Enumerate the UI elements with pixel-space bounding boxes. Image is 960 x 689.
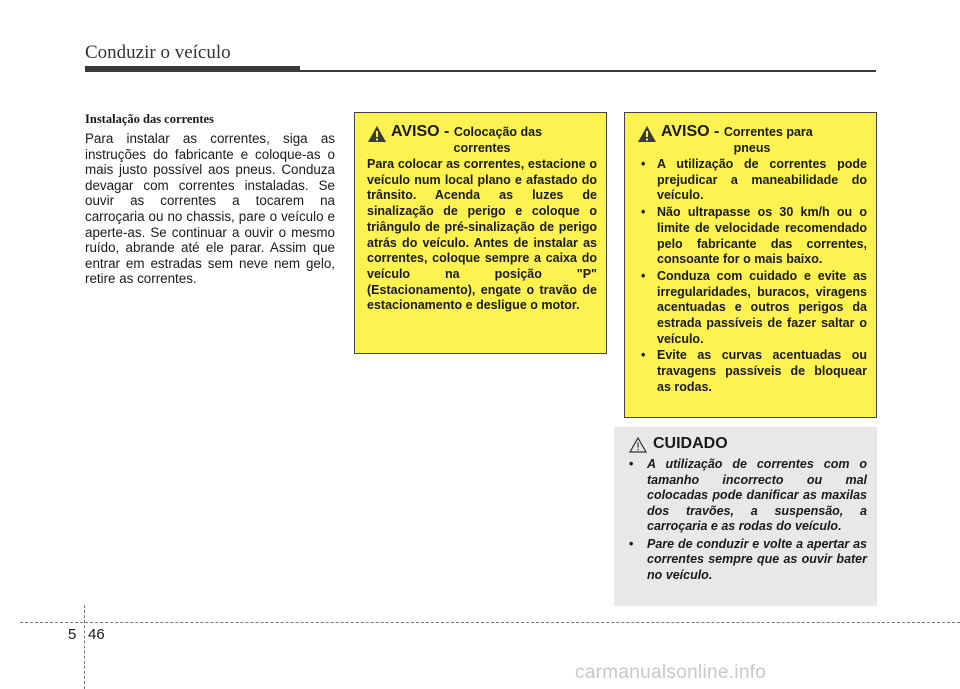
warning-header xyxy=(637,123,867,141)
list-item: • Evite as curvas acentuadas ou travagens passíveis de bloquear as rodas. xyxy=(641,348,867,394)
list-item-text: Evite as curvas acentuadas ou travagens passíveis de bloquear as rodas. xyxy=(657,348,867,394)
header-rule xyxy=(300,70,876,72)
installation-section xyxy=(85,112,335,287)
chapter-title: Conduzir o veículo xyxy=(85,42,231,63)
warning-label: AVISO xyxy=(391,123,440,140)
warning-subtitle-line2: correntes xyxy=(453,141,511,155)
caution-box xyxy=(614,427,877,606)
warning-box-tire-chains xyxy=(624,112,877,418)
warning-list xyxy=(637,157,867,396)
list-item: • A utilização de correntes com o tamanho incorrecto ou mal colocadas pode danificar as maxilas dos travões, a suspensão, a carroçaria e as rodas do veículo. xyxy=(629,457,867,533)
warning-subtitle-line2: pneus xyxy=(733,141,771,155)
list-item-text: A utilização de correntes pode prejudicar a maneabilidade do veículo. xyxy=(657,157,867,203)
list-item: • Não ultrapasse os 30 km/h ou o limite de velocidade recomendado pelo fabricante das correntes, consoante for o mais baixo. xyxy=(641,205,867,267)
warning-label: AVISO xyxy=(661,123,710,140)
warning-header xyxy=(367,123,597,141)
footer-divider xyxy=(20,622,960,623)
warning-triangle-icon xyxy=(367,125,387,143)
warning-triangle-icon xyxy=(637,125,657,143)
list-item: • Conduza com cuidado e evite as irregularidades, buracos, viragens acentuadas e outros perigos da estrada passíveis de fazer saltar o veículo. xyxy=(641,268,867,346)
warning-subtitle: Colocação das xyxy=(453,125,543,139)
list-item-text: Pare de conduzir e volte a apertar as correntes sempre que as ouvir bater no veículo. xyxy=(647,536,867,582)
section-body: Para instalar as correntes, siga as instruções do fabricante e coloque-as o mais justo possível aos pneus. Conduza devagar com correntes instaladas. Se ouvir as correntes a tocarem na carroçaria ou no chassis, pare o veículo e aperte-as. Se continuar a ouvir o mesmo ruído, abrande até ele parar. Assim que entrar em estradas sem neve nem gelo, retire as correntes. xyxy=(85,131,335,287)
warning-subtitle: Correntes para xyxy=(723,125,813,139)
list-item: • A utilização de correntes pode prejudicar a maneabilidade do veículo. xyxy=(641,157,867,203)
caution-list xyxy=(627,457,867,583)
warning-box-chains-install xyxy=(354,112,607,354)
list-item-text: A utilização de correntes com o tamanho incorrecto ou mal colocadas pode danificar as maxilas dos travões, a suspensão, a carroçaria e as rodas do veículo. xyxy=(647,457,867,533)
list-item-text: Conduza com cuidado e evite as irregularidades, buracos, viragens acentuadas e outros perigos da estrada passíveis de fazer saltar o veículo. xyxy=(657,268,867,346)
warning-body: Para colocar as correntes, estacione o veículo num local plano e afastado do trânsito. Acenda as luzes de sinalização de perigo e coloque o triângulo de pré-sinalização de perigo atrás do veículo. Antes de instalar as correntes, coloque sempre a caixa do veículo na posição "P" (Estacionamento), engate o travão de estacionamento e desligue o motor. xyxy=(367,157,597,313)
footer-vertical-divider xyxy=(84,605,85,689)
list-item-text: Não ultrapasse os 30 km/h ou o limite de velocidade recomendado pelo fabricante das correntes, consoante for o mais baixo. xyxy=(657,205,867,267)
section-title: Instalação das correntes xyxy=(85,112,214,126)
warning-dash: - xyxy=(709,123,724,140)
header-bar xyxy=(85,66,300,72)
caution-label: CUIDADO xyxy=(653,435,728,452)
caution-triangle-icon xyxy=(629,437,647,453)
list-item: • Pare de conduzir e volte a apertar as correntes sempre que as ouvir bater no veículo. xyxy=(629,536,867,582)
page-number: 46 xyxy=(88,626,105,643)
warning-dash: - xyxy=(439,123,454,140)
watermark: carmanualsonline.info xyxy=(575,662,767,683)
caution-header xyxy=(627,435,867,457)
chapter-number: 5 xyxy=(68,626,77,643)
